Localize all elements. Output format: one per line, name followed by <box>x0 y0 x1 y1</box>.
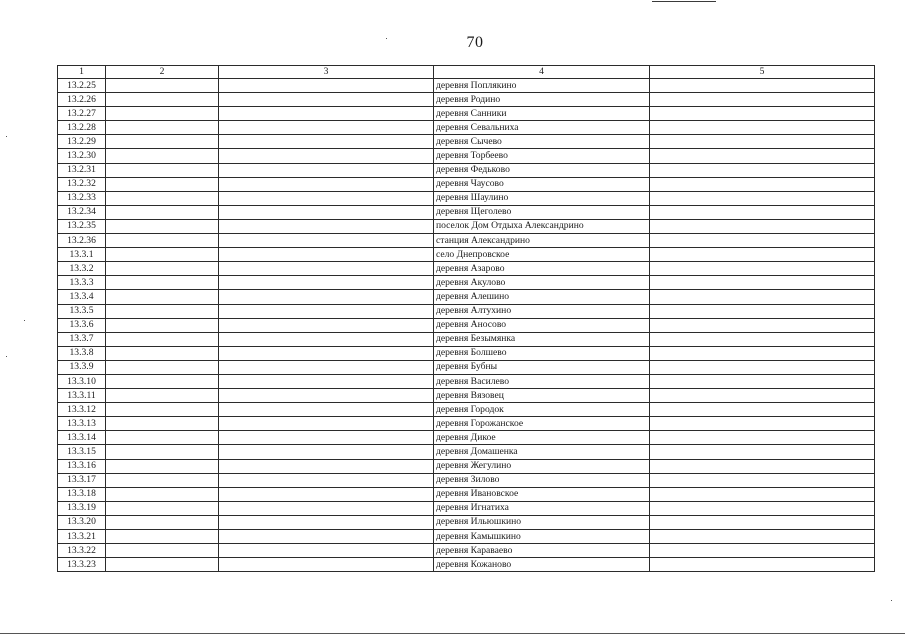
column-2-cell <box>106 403 219 417</box>
column-2-cell <box>106 445 219 459</box>
table-row <box>58 431 875 445</box>
table-row <box>58 93 875 107</box>
row-number-cell: 13.3.7 <box>58 332 106 346</box>
column-2-cell <box>106 515 219 529</box>
row-number-cell: 13.2.29 <box>58 135 106 149</box>
column-5-cell <box>650 205 875 219</box>
row-number-cell: 13.3.22 <box>58 544 106 558</box>
column-5-cell <box>650 487 875 501</box>
column-5-cell <box>650 79 875 93</box>
settlement-name-cell: село Днепровское <box>434 248 650 262</box>
column-header-2: 2 <box>106 66 219 79</box>
settlement-name-cell: деревня Акулово <box>434 276 650 290</box>
column-3-cell <box>219 473 434 487</box>
table-row <box>58 191 875 205</box>
settlement-name-cell: деревня Жегулино <box>434 459 650 473</box>
column-3-cell <box>219 318 434 332</box>
settlement-name-cell: деревня Шаулино <box>434 191 650 205</box>
column-header-1: 1 <box>58 66 106 79</box>
row-number-cell: 13.2.30 <box>58 149 106 163</box>
settlement-name-cell: деревня Безымянка <box>434 332 650 346</box>
column-5-cell <box>650 191 875 205</box>
table-row <box>58 79 875 93</box>
column-3-cell <box>219 501 434 515</box>
row-number-cell: 13.3.4 <box>58 290 106 304</box>
column-2-cell <box>106 205 219 219</box>
column-2-cell <box>106 360 219 374</box>
column-3-cell <box>219 403 434 417</box>
page-number: 70 <box>466 34 484 51</box>
row-number-cell: 13.3.21 <box>58 530 106 544</box>
column-3-cell <box>219 558 434 572</box>
settlement-name-cell: деревня Василево <box>434 374 650 388</box>
column-5-cell <box>650 431 875 445</box>
settlement-name-cell: деревня Домашенка <box>434 445 650 459</box>
table-row <box>58 332 875 346</box>
column-2-cell <box>106 163 219 177</box>
column-3-cell <box>219 346 434 360</box>
column-5-cell <box>650 121 875 135</box>
settlement-name-cell: деревня Караваево <box>434 544 650 558</box>
settlement-name-cell: деревня Алешино <box>434 290 650 304</box>
row-number-cell: 13.2.36 <box>58 234 106 248</box>
column-3-cell <box>219 332 434 346</box>
column-5-cell <box>650 389 875 403</box>
column-3-cell <box>219 93 434 107</box>
settlement-name-cell: деревня Болшево <box>434 346 650 360</box>
column-2-cell <box>106 191 219 205</box>
row-number-cell: 13.3.2 <box>58 262 106 276</box>
column-2-cell <box>106 304 219 318</box>
row-number-cell: 13.2.28 <box>58 121 106 135</box>
column-3-cell <box>219 290 434 304</box>
settlement-name-cell: деревня Камышкино <box>434 530 650 544</box>
settlement-name-cell: деревня Ивановское <box>434 487 650 501</box>
column-5-cell <box>650 459 875 473</box>
column-5-cell <box>650 544 875 558</box>
column-3-cell <box>219 389 434 403</box>
column-5-cell <box>650 374 875 388</box>
table-row <box>58 290 875 304</box>
settlement-name-cell: деревня Дикое <box>434 431 650 445</box>
column-5-cell <box>650 234 875 248</box>
column-2-cell <box>106 346 219 360</box>
column-2-cell <box>106 558 219 572</box>
column-5-cell <box>650 558 875 572</box>
row-number-cell: 13.3.20 <box>58 515 106 529</box>
column-3-cell <box>219 121 434 135</box>
column-2-cell <box>106 544 219 558</box>
table-row <box>58 234 875 248</box>
table-row <box>58 445 875 459</box>
scan-speck <box>891 600 892 601</box>
settlement-name-cell: деревня Горожанское <box>434 417 650 431</box>
row-number-cell: 13.3.16 <box>58 459 106 473</box>
column-2-cell <box>106 290 219 304</box>
settlement-name-cell: поселок Дом Отдыха Александрино <box>434 219 650 233</box>
row-number-cell: 13.3.11 <box>58 389 106 403</box>
column-3-cell <box>219 205 434 219</box>
row-number-cell: 13.2.26 <box>58 93 106 107</box>
column-5-cell <box>650 530 875 544</box>
settlement-name-cell: деревня Вязовец <box>434 389 650 403</box>
column-2-cell <box>106 135 219 149</box>
column-2-cell <box>106 177 219 191</box>
settlement-name-cell: деревня Алтухино <box>434 304 650 318</box>
table-row <box>58 403 875 417</box>
row-number-cell: 13.3.23 <box>58 558 106 572</box>
table-row <box>58 318 875 332</box>
settlement-name-cell: деревня Родино <box>434 93 650 107</box>
column-2-cell <box>106 530 219 544</box>
settlements-table <box>57 65 875 572</box>
settlement-name-cell: деревня Щеголево <box>434 205 650 219</box>
table-row <box>58 417 875 431</box>
settlement-name-cell: деревня Городок <box>434 403 650 417</box>
column-5-cell <box>650 501 875 515</box>
table-row <box>58 262 875 276</box>
settlement-name-cell: деревня Игнатиха <box>434 501 650 515</box>
column-3-cell <box>219 276 434 290</box>
column-5-cell <box>650 360 875 374</box>
settlement-name-cell: станция Александрино <box>434 234 650 248</box>
row-number-cell: 13.3.8 <box>58 346 106 360</box>
row-number-cell: 13.3.6 <box>58 318 106 332</box>
column-3-cell <box>219 234 434 248</box>
column-5-cell <box>650 163 875 177</box>
row-number-cell: 13.2.34 <box>58 205 106 219</box>
table-row <box>58 163 875 177</box>
row-number-cell: 13.3.1 <box>58 248 106 262</box>
row-number-cell: 13.2.35 <box>58 219 106 233</box>
table-row <box>58 389 875 403</box>
column-2-cell <box>106 107 219 121</box>
column-5-cell <box>650 93 875 107</box>
column-2-cell <box>106 318 219 332</box>
column-2-cell <box>106 121 219 135</box>
column-3-cell <box>219 304 434 318</box>
table-row <box>58 149 875 163</box>
settlement-name-cell: деревня Торбеево <box>434 149 650 163</box>
row-number-cell: 13.3.17 <box>58 473 106 487</box>
table-row <box>58 459 875 473</box>
settlement-name-cell: деревня Федьково <box>434 163 650 177</box>
row-number-cell: 13.3.10 <box>58 374 106 388</box>
settlement-name-cell: деревня Зилово <box>434 473 650 487</box>
column-2-cell <box>106 276 219 290</box>
column-5-cell <box>650 445 875 459</box>
column-3-cell <box>219 262 434 276</box>
column-5-cell <box>650 318 875 332</box>
table-row <box>58 177 875 191</box>
column-3-cell <box>219 374 434 388</box>
column-2-cell <box>106 473 219 487</box>
column-5-cell <box>650 304 875 318</box>
row-number-cell: 13.2.31 <box>58 163 106 177</box>
column-2-cell <box>106 417 219 431</box>
column-5-cell <box>650 177 875 191</box>
column-5-cell <box>650 262 875 276</box>
column-3-cell <box>219 417 434 431</box>
table-header-row <box>58 66 875 79</box>
column-2-cell <box>106 487 219 501</box>
table-row <box>58 121 875 135</box>
column-3-cell <box>219 248 434 262</box>
row-number-cell: 13.3.12 <box>58 403 106 417</box>
settlement-name-cell: деревня Кожаново <box>434 558 650 572</box>
column-3-cell <box>219 431 434 445</box>
column-5-cell <box>650 332 875 346</box>
settlement-name-cell: деревня Бубны <box>434 360 650 374</box>
table-row <box>58 304 875 318</box>
column-header-3: 3 <box>219 66 434 79</box>
column-5-cell <box>650 290 875 304</box>
column-2-cell <box>106 459 219 473</box>
table-row <box>58 374 875 388</box>
scan-speck <box>386 38 387 39</box>
column-3-cell <box>219 135 434 149</box>
column-5-cell <box>650 403 875 417</box>
column-header-5: 5 <box>650 66 875 79</box>
row-number-cell: 13.3.18 <box>58 487 106 501</box>
table-row <box>58 558 875 572</box>
column-2-cell <box>106 79 219 93</box>
table-row <box>58 487 875 501</box>
table-row <box>58 346 875 360</box>
column-3-cell <box>219 360 434 374</box>
settlement-name-cell: деревня Азарово <box>434 262 650 276</box>
column-3-cell <box>219 459 434 473</box>
table-row <box>58 473 875 487</box>
scan-artifact-top-line <box>652 1 716 2</box>
column-3-cell <box>219 445 434 459</box>
column-2-cell <box>106 262 219 276</box>
scan-speck <box>6 356 7 357</box>
column-2-cell <box>106 501 219 515</box>
row-number-cell: 13.2.33 <box>58 191 106 205</box>
table-row <box>58 501 875 515</box>
table-row <box>58 107 875 121</box>
table-row <box>58 515 875 529</box>
scan-speck <box>6 136 7 137</box>
settlement-name-cell: деревня Поплякино <box>434 79 650 93</box>
settlement-name-cell: деревня Аносово <box>434 318 650 332</box>
column-2-cell <box>106 219 219 233</box>
row-number-cell: 13.3.14 <box>58 431 106 445</box>
table-body <box>58 79 875 572</box>
column-5-cell <box>650 276 875 290</box>
column-5-cell <box>650 515 875 529</box>
table-row <box>58 276 875 290</box>
scan-speck <box>24 320 25 321</box>
table-row <box>58 219 875 233</box>
table-row <box>58 360 875 374</box>
column-5-cell <box>650 417 875 431</box>
column-3-cell <box>219 163 434 177</box>
column-3-cell <box>219 219 434 233</box>
column-5-cell <box>650 346 875 360</box>
column-3-cell <box>219 191 434 205</box>
table-row <box>58 530 875 544</box>
scan-artifact-bottom-line <box>0 633 905 634</box>
row-number-cell: 13.3.9 <box>58 360 106 374</box>
column-2-cell <box>106 248 219 262</box>
column-2-cell <box>106 389 219 403</box>
column-2-cell <box>106 374 219 388</box>
row-number-cell: 13.3.15 <box>58 445 106 459</box>
settlement-name-cell: деревня Севальниха <box>434 121 650 135</box>
settlement-name-cell: деревня Чаусово <box>434 177 650 191</box>
column-3-cell <box>219 177 434 191</box>
table-row <box>58 248 875 262</box>
column-3-cell <box>219 515 434 529</box>
column-3-cell <box>219 149 434 163</box>
column-3-cell <box>219 530 434 544</box>
row-number-cell: 13.3.19 <box>58 501 106 515</box>
row-number-cell: 13.3.5 <box>58 304 106 318</box>
column-3-cell <box>219 79 434 93</box>
settlement-name-cell: деревня Сычево <box>434 135 650 149</box>
column-header-4: 4 <box>434 66 650 79</box>
column-5-cell <box>650 473 875 487</box>
row-number-cell: 13.3.13 <box>58 417 106 431</box>
table-row <box>58 205 875 219</box>
column-2-cell <box>106 93 219 107</box>
table-row <box>58 544 875 558</box>
column-5-cell <box>650 107 875 121</box>
settlement-name-cell: деревня Санники <box>434 107 650 121</box>
row-number-cell: 13.2.25 <box>58 79 106 93</box>
column-5-cell <box>650 219 875 233</box>
column-2-cell <box>106 149 219 163</box>
column-3-cell <box>219 107 434 121</box>
column-5-cell <box>650 149 875 163</box>
column-2-cell <box>106 332 219 346</box>
column-2-cell <box>106 431 219 445</box>
table-row <box>58 135 875 149</box>
row-number-cell: 13.2.27 <box>58 107 106 121</box>
column-2-cell <box>106 234 219 248</box>
row-number-cell: 13.2.32 <box>58 177 106 191</box>
settlement-name-cell: деревня Ильюшкино <box>434 515 650 529</box>
column-3-cell <box>219 487 434 501</box>
column-3-cell <box>219 544 434 558</box>
column-5-cell <box>650 248 875 262</box>
row-number-cell: 13.3.3 <box>58 276 106 290</box>
column-5-cell <box>650 135 875 149</box>
